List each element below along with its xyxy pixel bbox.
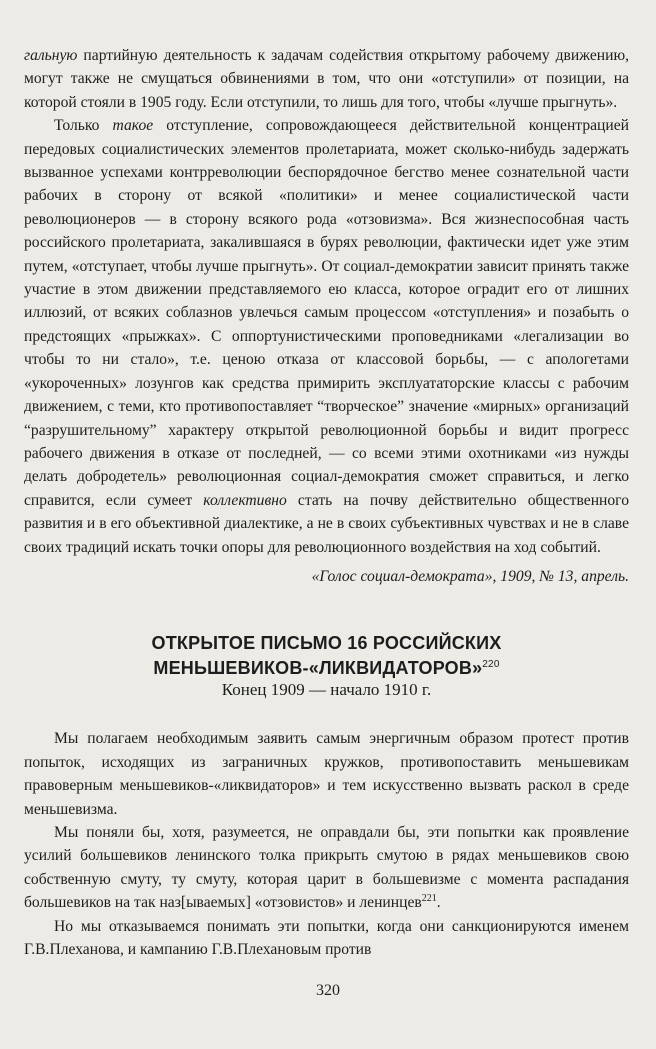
heading-line-2 (24, 654, 629, 679)
heading-line-2-text: МЕНЬШЕВИКОВ-«ЛИКВИДАТОРОВ» (153, 658, 483, 679)
paragraph-3: Мы полагаем необходимым заявить самым энергичным образом протест против попыток, исходящих из заграничных кружков, противопоставить меньшевикам правоверным меньшевиков-«ликвидаторов» и тем искусственно вызвать раскол в среде меньшевизма. (24, 730, 629, 818)
page-number: 320 (316, 982, 340, 999)
paragraph-text: отступление, сопровождающееся действительной концентрацией передовых социалистических элементов пролетариата, может сколько-нибудь задержать вызванное успехами контрреволюции беспорядочное бегство менее сознательной части рабочих в сторону от всякой «политики» и менее социалистической части революционеров — в сторону всякого рода «отзовизма». Вся жизнеспособная часть российского пролетариата, закалившаяся в бурях революции, фактически идет уже этим путем, «отступает, чтобы лучше прыгнуть». От социал-демократии зависит принять также участие в этом движении представляемого ею класса, которое оградит его от лишних иллюзий, от всяких соблазнов увлечься самым процессом «отступления» и позабыть о предстоящих «прыжках». С оппортунистическими проповедниками «легализации во чтобы то ни стало», т.е. ценою отказа от классовой борьбы, — с апологетами «укороченных» лозунгов как средства примирить эксплуататорские классы с рабочим движением, с теми, кто противопоставляет “творческое” значение «мирных» организаций “разрушительному” характеру открытой революционной борьбы и видит прогресс рабочего движения в отказе от последней, — со всеми этими охотниками «из нужды делать добродетель» революционная социал-демократия сможет справиться, и легко справится, если сумеет (24, 117, 629, 509)
section-date: Конец 1909 — начало 1910 г. (221, 680, 432, 700)
italic-text: гальную (24, 47, 78, 64)
paragraph-4 (24, 821, 629, 915)
section-heading (24, 632, 629, 679)
paragraph-text: . (436, 894, 441, 912)
document-page (24, 44, 629, 961)
paragraph-1 (24, 44, 629, 114)
paragraph-2 (24, 114, 629, 559)
paragraph-text: Только (54, 117, 113, 135)
source-citation: «Голос социал-демократа», 1909, № 13, апрель. (311, 567, 629, 585)
italic-text: такое (112, 117, 154, 135)
heading-line-1: ОТКРЫТОЕ ПИСЬМО 16 РОССИЙСКИХ (151, 633, 502, 654)
paragraph-text: Мы поняли бы, хотя, разумеется, не оправдали бы, эти попытки как проявление усилий большевиков ленинского толка прикрыть смутою в рядах меньшевиков свою собственную смуту, ту смуту, которая царит в большевизме с момента распадания большевиков на так наз[ываемых] «отзовистов» и ленинцев (24, 823, 629, 912)
paragraph-5: Но мы отказываемся понимать эти попытки, когда они санкционируются именем Г.В.Плеханова, и кампанию Г.В.Плехановым против (24, 917, 629, 958)
paragraph-text: стать на почву действительно общественного развития и в его объективной диалектике, а не в своих субъективных чувствах и не в славе своих традиций искать точки опоры для революционного воздействия на ход событий. (24, 491, 629, 556)
heading-footnote-ref: 220 (482, 659, 500, 671)
footnote-ref: 221 (421, 893, 437, 905)
italic-text: коллективно (203, 491, 287, 509)
paragraph-text: партийную деятельность к задачам содействия открытому рабочему движению, могут также не смущаться обвинениями в том, что они «отступили» от позиции, на которой стояли в 1905 году. Если отступили, то лишь для того, чтобы «лучше прыгнуть». (24, 47, 629, 111)
